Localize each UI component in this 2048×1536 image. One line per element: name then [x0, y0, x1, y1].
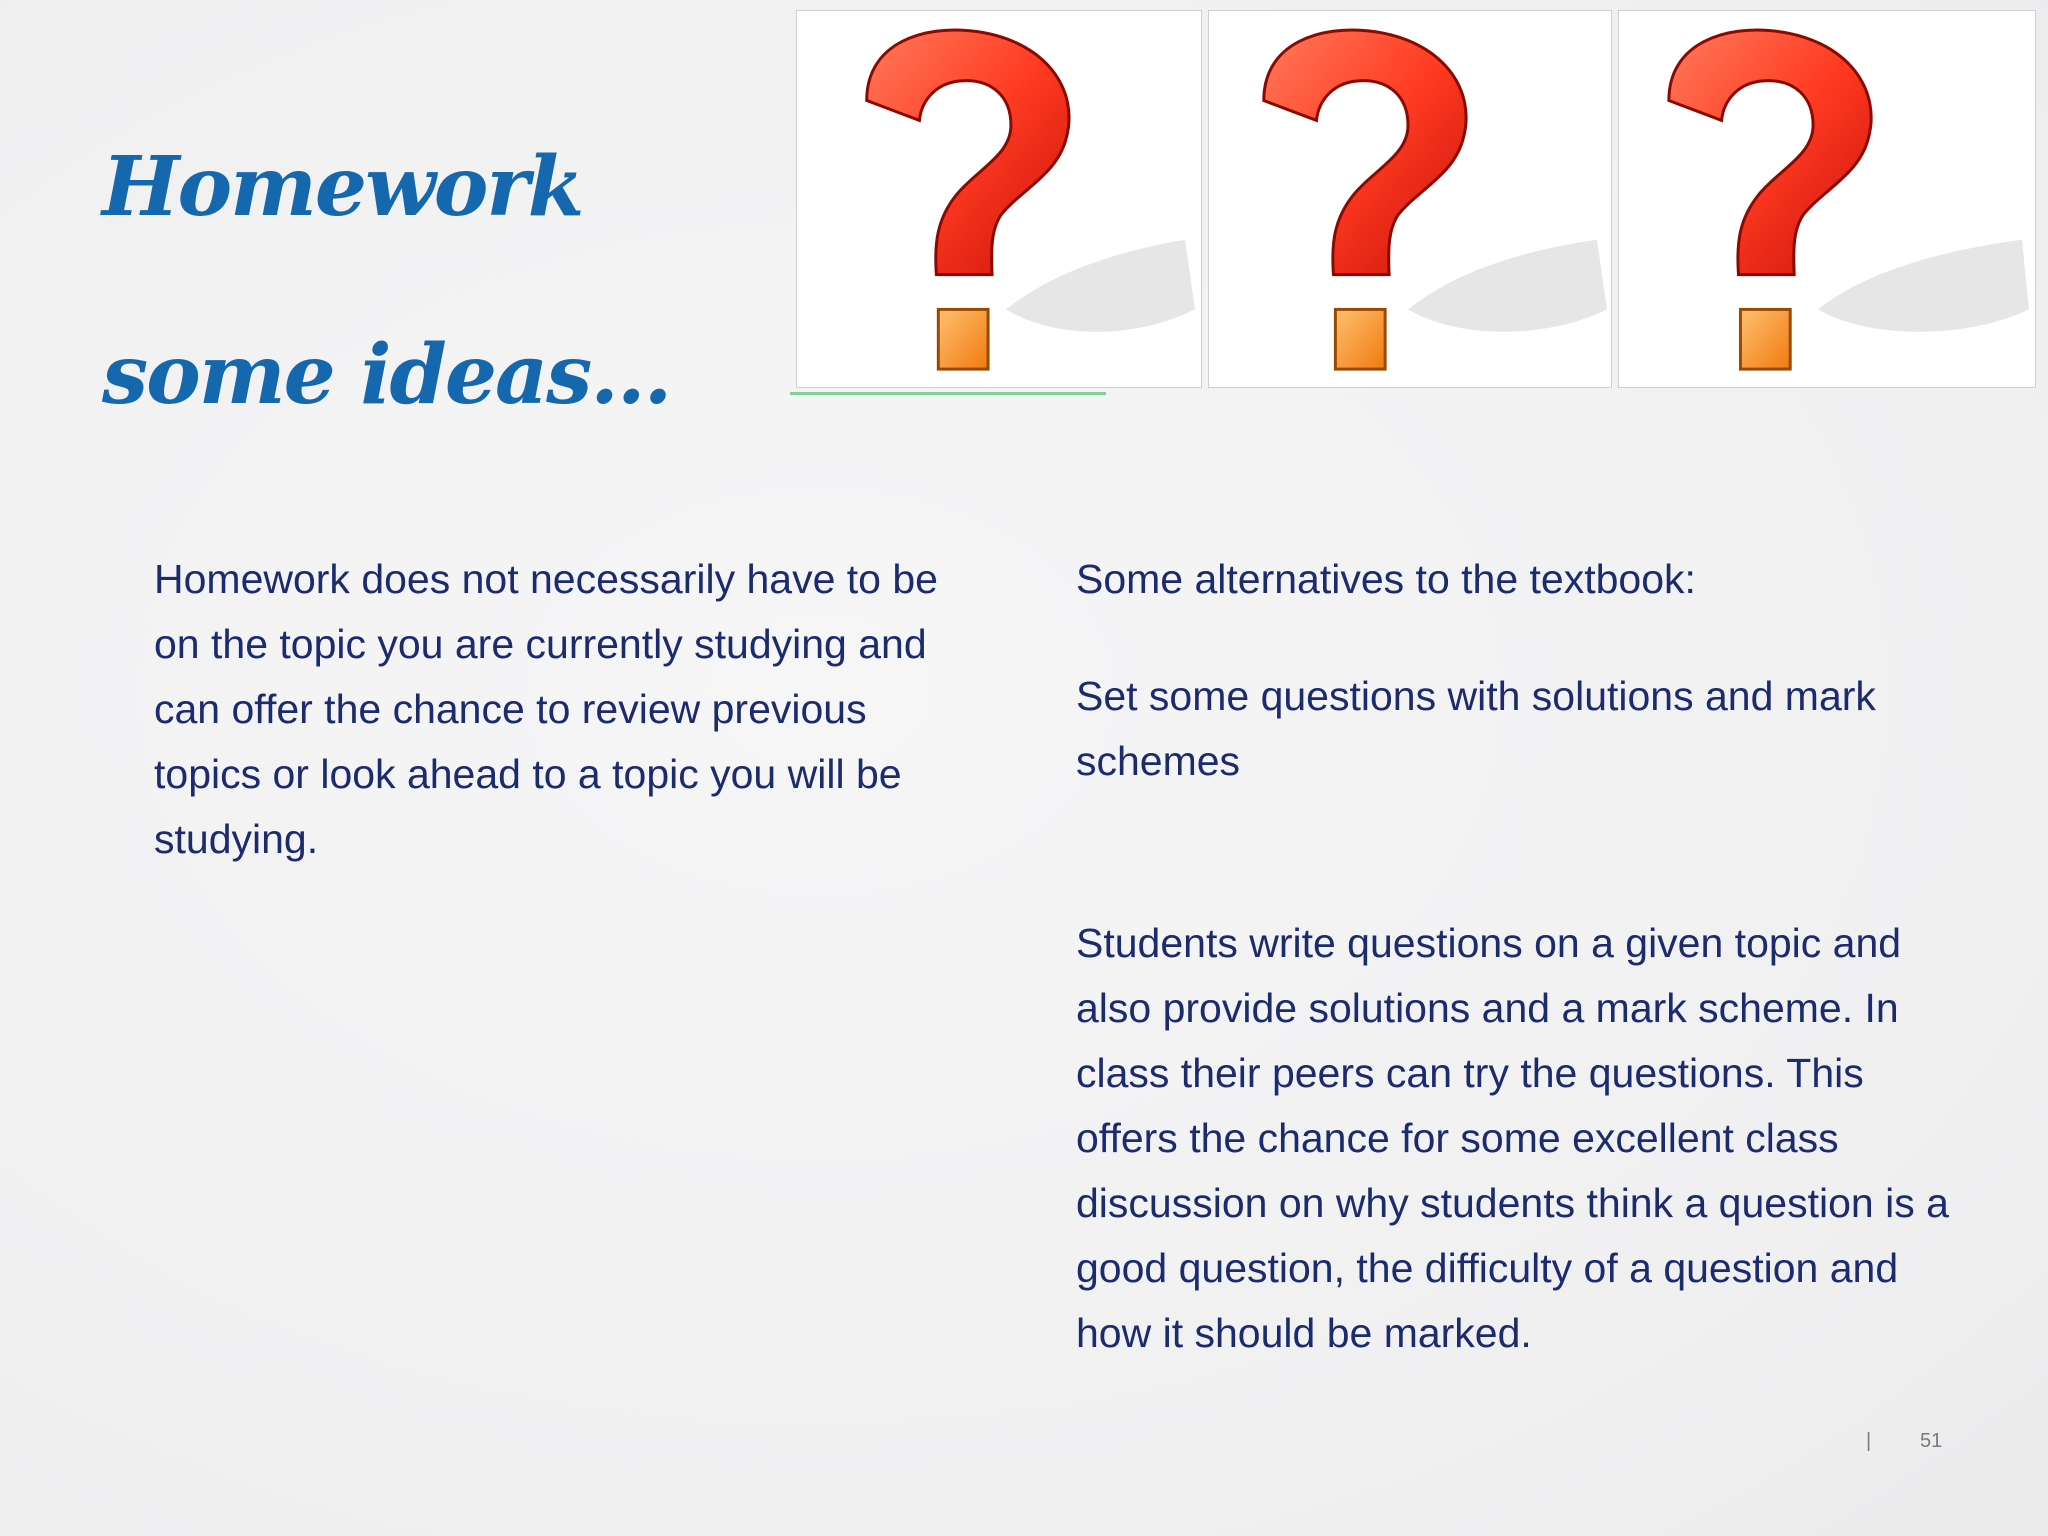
- alternatives-heading: Some alternatives to the textbook:: [1076, 556, 1696, 602]
- idea-students-write-questions: Students write questions on a given topic and also provide solutions and a mark scheme. In class their peers can try the questions. This offers the chance for some excellent class discussion on why students think a question is a good question, the difficulty of a question and how it should be marked.: [1076, 920, 1949, 1356]
- question-mark-icon: [1618, 10, 2036, 388]
- image-underline: [790, 392, 1106, 395]
- question-mark-icon: [1208, 10, 1612, 388]
- footer-separator: |: [1866, 1430, 1872, 1452]
- page-number: 51: [1920, 1430, 1943, 1452]
- slide-title-line-2: some ideas…: [102, 327, 671, 423]
- left-paragraph: Homework does not necessarily have to be on the topic you are currently studying and can offer the chance to review previous topics or look ahead to a topic you will be studying.: [154, 556, 938, 862]
- question-marks-image: [790, 0, 2048, 398]
- question-mark-icon: [796, 10, 1202, 388]
- slide-title-line-1: Homework: [102, 139, 583, 235]
- idea-solutions-mark-schemes: Set some questions with solutions and mark schemes: [1076, 673, 1876, 784]
